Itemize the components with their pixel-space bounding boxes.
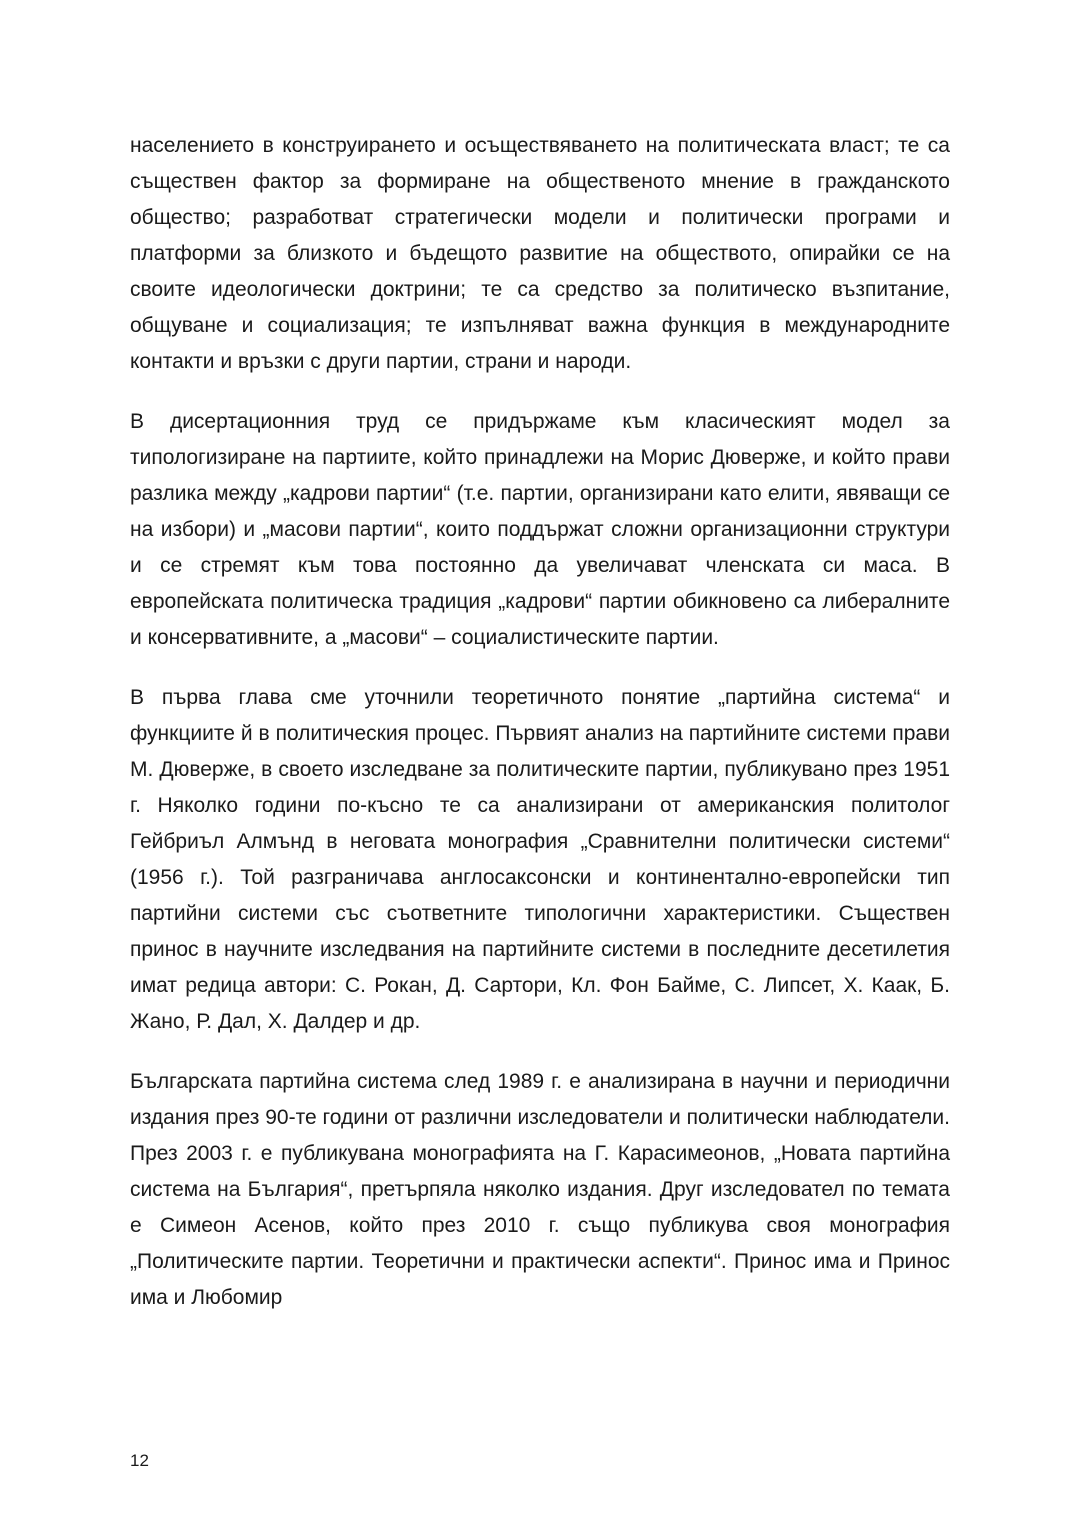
page-number: 12 <box>130 1451 149 1470</box>
paragraph-3: В първа глава сме уточнили теоретичното понятие „партийна система“ и функциите й в политическия процес. Първият анализ на партийните системи прави М. Дюверже, в своето изследване за политическите партии, публикувано през 1951 г. Няколко години по-късно те са анализирани от американския политолог Гейбриъл Алмънд в неговата монография „Сравнителни политически системи“ (1956 г.). Той разграничава англосаксонски и континентално-европейски тип партийни системи със съответните типологични характеристики. Съществен принос в научните изследвания на партийните системи в последните десетилетия имат редица автори: С. Рокан, Д. Сартори, Кл. Фон Байме, С. Липсет, Х. Каак, Б. Жано, Р. Дал, Х. Далдер и др. <box>130 686 950 1033</box>
paragraph-4: Българската партийна система след 1989 г. е анализирана в научни и периодични издания през 90-те години от различни изследователи и политически наблюдатели. През 2003 г. е публикувана монографията на Г. Карасимеонов, „Новата партийна система на България“, претърпяла няколко издания. Друг изследовател по темата е Симеон Асенов, който през 2010 г. също публикува своя монография „Политическите партии. Теоретични и практически аспекти“. Принос има и Принос има и Любомир <box>130 1070 950 1309</box>
document-body <box>130 128 950 1340</box>
paragraph-2: В дисертационния труд се придържаме към класическият модел за типологизиране на партиите, който принадлежи на Морис Дюверже, и който прави разлика между „кадрови партии“ (т.е. партии, организирани като елити, явяващи се на избори) и „масови партии“, които поддържат сложни организационни структури и се стремят към това постоянно да увеличават членската си маса. В европейската политическа традиция „кадрови“ партии обикновено са либералните и консервативните, а „масови“ – социалистическите партии. <box>130 410 950 649</box>
paragraph-1: населението в конструирането и осъществяването на политическата власт; те са съществен фактор за формиране на общественото мнение в гражданското общество; разработват стратегически модели и политически програми и платформи за близкото и бъдещото развитие на обществото, опирайки се на своите идеологически доктрини; те са средство за политическо възпитание, общуване и социализация; те изпълняват важна функция в международните контакти и връзки с други партии, страни и народи. <box>130 134 950 373</box>
